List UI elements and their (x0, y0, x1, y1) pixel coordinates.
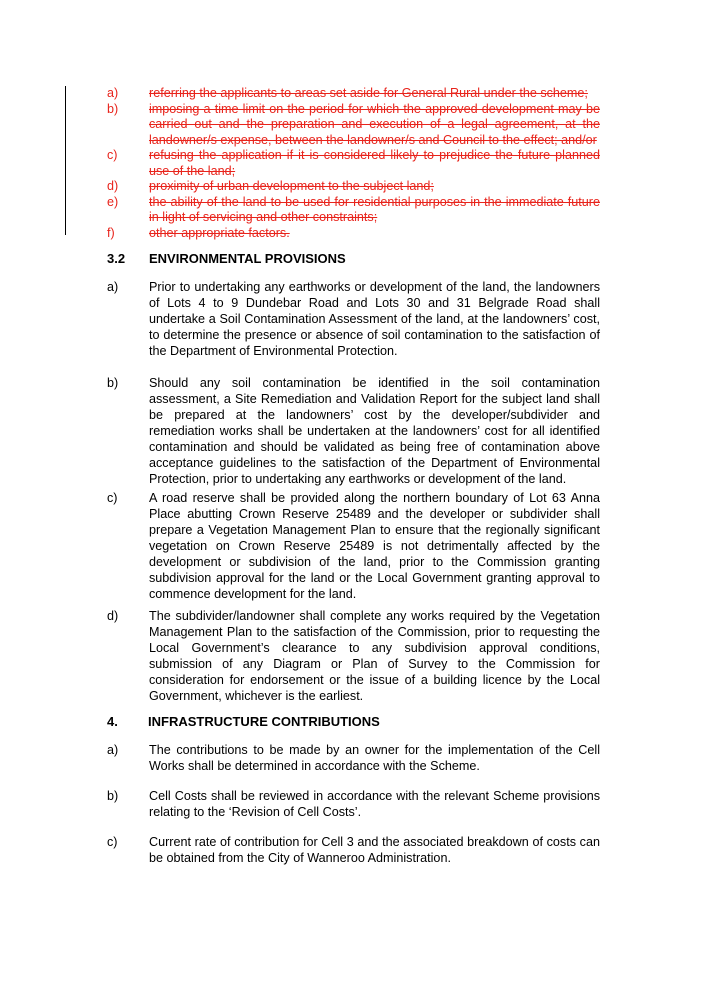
infrastructure-contribution-a (107, 742, 600, 774)
struck-item-text: other appropriate factors. (149, 225, 290, 240)
struck-item-label: e) (107, 194, 119, 209)
item-label: d) (107, 609, 119, 623)
section-number: 4. (107, 714, 118, 729)
item-text: Current rate of contribution for Cell 3 and the associated breakdown of costs can be obtained from the City of Wanneroo Administration. (149, 835, 600, 865)
item-text: A road reserve shall be provided along the northern boundary of Lot 63 Anna Place abutting Crown Reserve 25489 and the developer or subdivider shall prepare a Vegetation Management Plan to ensure that the regionally significant vegetation on Crown Reserve 25489 is not detrimentally affected by the development or subdivision of the land, prior to the Commission granting subdivision approval for the land or the Local Government granting approval to commence development for the land. (149, 491, 600, 601)
environmental-provision-a (107, 279, 600, 359)
revision-change-bar (65, 86, 66, 235)
item-label: b) (107, 789, 119, 803)
section-4-heading (107, 714, 380, 730)
section-title: INFRASTRUCTURE CONTRIBUTIONS (148, 714, 380, 729)
struck-item-a (107, 86, 600, 102)
item-label: c) (107, 835, 118, 849)
section-3-2-heading (107, 251, 346, 267)
struck-item-text: proximity of urban development to the subject land; (149, 179, 434, 193)
item-text: The contributions to be made by an owner for the implementation of the Cell Works shall be determined in accordance with the Scheme. (149, 743, 600, 773)
environmental-provision-c (107, 490, 600, 602)
infrastructure-contribution-b (107, 788, 600, 820)
struck-item-e (107, 195, 600, 226)
item-text: Prior to undertaking any earthworks or development of the land, the landowners of Lots 4 to 9 Dundebar Road and Lots 30 and 31 Belgrade Road shall undertake a Soil Contamination Assessment of the land, at the landowners’ cost, to determine the presence or absence of soil contamination to the satisfaction of the Department of Environmental Protection. (149, 280, 600, 358)
struck-item-label: b) (107, 101, 119, 116)
item-text: Should any soil contamination be identified in the soil contamination assessment, a Site Remediation and Validation Report for the subject land shall be prepared at the landowners’ cost by the developer/subdivider and remediation works shall be undertaken at the landowners’ cost for all identified contamination and should be validated as being free of contamination above acceptance guidelines to the satisfaction of the Department of Environmental Protection, prior to undertaking any earthworks or development of the land. (149, 376, 600, 486)
struck-item-d (107, 179, 600, 195)
struck-item-text: imposing a time limit on the period for which the approved development may be carried out and the preparation and execution of a legal agreement, at the landowner/s expense, between the landowner/s and Council to the effect; and/or (149, 101, 600, 147)
struck-item-label: a) (107, 86, 119, 100)
item-label: b) (107, 376, 119, 390)
struck-item-label: c) (107, 148, 118, 162)
infrastructure-contribution-c (107, 834, 600, 866)
section-title: ENVIRONMENTAL PROVISIONS (149, 251, 346, 266)
struck-item-text: referring the applicants to areas set aside for General Rural under the scheme; (149, 86, 588, 100)
struck-item-b (107, 102, 600, 149)
item-label: a) (107, 743, 119, 757)
item-text: Cell Costs shall be reviewed in accordance with the relevant Scheme provisions relating to the ‘Revision of Cell Costs’. (149, 789, 600, 819)
environmental-provision-b (107, 375, 600, 487)
struck-item-text: the ability of the land to be used for residential purposes in the immediate future in light of servicing and other constraints; (149, 194, 600, 224)
struck-item-f (107, 226, 600, 242)
struck-item-c (107, 148, 600, 179)
environmental-provision-d (107, 608, 600, 704)
struck-item-label: d) (107, 179, 119, 193)
item-label: c) (107, 491, 118, 505)
struck-item-label: f) (107, 225, 115, 240)
struck-item-text: refusing the application if it is considered likely to prejudice the future planned use of the land; (149, 148, 600, 178)
struck-through-list (107, 86, 600, 241)
section-number: 3.2 (107, 251, 126, 266)
item-label: a) (107, 280, 119, 294)
item-text: The subdivider/landowner shall complete any works required by the Vegetation Management Plan to the satisfaction of the Commission, prior to requesting the Local Government’s clearance to any subdivision approval conditions, submission of any Diagram or Plan of Survey to the Commission for consideration for endorsement or the issue of a building licence by the Local Government, whichever is the earliest. (149, 609, 600, 703)
